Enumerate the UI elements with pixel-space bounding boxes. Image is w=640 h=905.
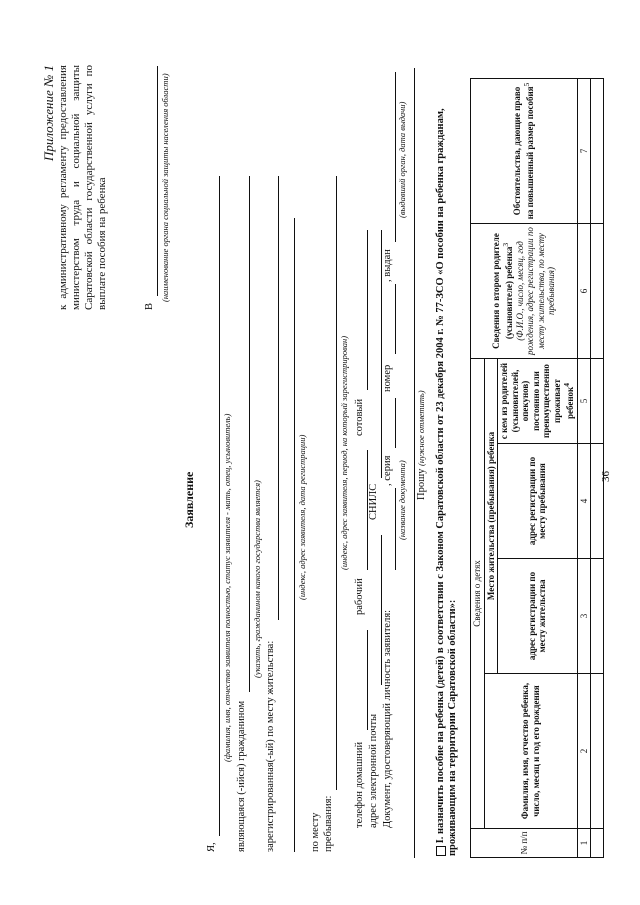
col-child-name-header: Фамилия, имя, отчество ребенка, число, месяц и год его рождения: [484, 674, 577, 829]
col-number: 2: [577, 674, 591, 829]
table-cell[interactable]: [591, 359, 604, 444]
doc-label: Документ, удостоверяющий личность заявителя:: [382, 609, 393, 828]
phone-mobile-line[interactable]: [367, 230, 368, 390]
second-parent-note: (Ф.И.О., число, месяц, год рождения, адрес регистрации по месту жительства, по месту пребывания): [514, 227, 557, 355]
second-parent-title: Сведения о втором родителе (усыновителе) ребенка: [490, 233, 515, 349]
page-number: 36: [600, 471, 612, 482]
children-table: [470, 78, 604, 858]
citizen-caption: (указать, гражданином какого государства является): [252, 480, 262, 678]
number-label: номер: [382, 364, 393, 392]
to-prefix: В: [144, 302, 155, 310]
issued-caption: (выдавший орган, дата выдачи): [397, 101, 407, 218]
column-numbers-row: [577, 79, 591, 858]
item1-checkbox[interactable]: [436, 846, 446, 856]
header-block: [42, 65, 109, 310]
table-cell[interactable]: [591, 674, 604, 829]
residence-sub-header: Место жительства (пребывания) ребенка: [484, 359, 498, 674]
separator-line: [414, 68, 415, 858]
stay-line[interactable]: [336, 176, 337, 790]
col-second-parent-header: [471, 224, 578, 359]
stay-label-2: пребывания:: [323, 795, 334, 852]
col-lives-with-header: [498, 359, 578, 444]
col-address-residence-header: адрес регистрации по месту жительства: [498, 559, 578, 674]
registered-label: зарегистрированная(-ый) по месту жительства:: [265, 640, 276, 852]
phone-work-label: рабочий: [354, 578, 365, 615]
doc-line[interactable]: [395, 488, 396, 570]
number-line[interactable]: [395, 284, 396, 354]
col-circumstances-header: [471, 79, 578, 224]
table-cell[interactable]: [591, 559, 604, 674]
snils-label: СНИЛС: [368, 483, 379, 520]
col-number: 6: [577, 224, 591, 359]
registered-line[interactable]: [278, 176, 279, 620]
to-line: [157, 66, 158, 296]
request-item-1: [435, 66, 459, 856]
item1-text: I. назначить пособие на ребенка (детей) в соответствии с Законом Саратовской области от 23 декабря 2004 г. № 77-ЗСО «О пособии на ребенка гражданам, проживающим на территории Саратовской области»:: [435, 108, 458, 856]
col-number: 3: [577, 559, 591, 674]
phone-home-label: телефон домашний: [354, 741, 365, 828]
col-address-stay-header: адрес регистрации по месту пребывания: [498, 444, 578, 559]
stay-label-1: по месту: [310, 812, 321, 852]
address-caption: (индекс, адрес заявителя, дата регистрации): [297, 434, 307, 600]
issued-line[interactable]: [395, 72, 396, 242]
to-caption: (наименование органа социальной защиты населения области): [160, 73, 170, 302]
col-num-header: № п/п: [471, 829, 578, 858]
second-parent-sup: 3: [501, 242, 511, 247]
issued-label: , выдан: [382, 249, 393, 282]
request-heading-note: (нужное отметить): [416, 390, 426, 466]
children-group-header: Сведения о детях: [471, 359, 485, 829]
citizen-label: являющаяся (-ийся) гражданином: [236, 700, 247, 852]
series-line[interactable]: [395, 398, 396, 448]
col-number: 7: [577, 79, 591, 224]
stay-caption: (индекс, адрес заявителя, период, на который зарегистрирован): [339, 335, 349, 570]
lives-with-sup: 4: [562, 383, 571, 387]
request-heading-text: Прошу: [416, 468, 427, 500]
table-cell[interactable]: [591, 444, 604, 559]
table-row[interactable]: [591, 79, 604, 858]
circumstances-title: Обстоятельства, дающие право на повышенный размер пособия: [511, 86, 536, 220]
table-cell[interactable]: [591, 224, 604, 359]
table-cell[interactable]: [591, 829, 604, 858]
col-number: 1: [577, 829, 591, 858]
email-label: адрес электронной почты: [368, 713, 379, 828]
address-line[interactable]: [294, 218, 295, 852]
doc-caption: (название документа): [397, 460, 407, 540]
page-title: Заявление: [182, 471, 196, 528]
request-heading: [416, 390, 427, 500]
fio-line[interactable]: [219, 176, 220, 836]
rotated-page: [34, 50, 614, 870]
lives-with-title: с кем из родителей (усыновителей, опекунов) постоянно или преимущественно проживает ребенок: [499, 362, 575, 440]
ya-label: Я,: [206, 842, 217, 852]
fio-caption: (фамилия, имя, отчество заявителя полностью, статус заявителя - мать, отец, усыновитель): [222, 413, 232, 762]
col-number: 4: [577, 444, 591, 559]
regulation-text: к административному регламенту предоставления министерством труда и социальной защиты Саратовской области государственной услуги по выплате пособия на ребенка: [57, 65, 108, 310]
col-number: 5: [577, 359, 591, 444]
table-cell[interactable]: [591, 79, 604, 224]
appendix-label: Приложение № 1: [41, 65, 56, 162]
circumstances-sup: 5: [522, 82, 532, 87]
series-label: , серия: [382, 455, 393, 486]
phone-mobile-label: сотовый: [354, 398, 365, 436]
citizen-line[interactable]: [249, 176, 250, 692]
